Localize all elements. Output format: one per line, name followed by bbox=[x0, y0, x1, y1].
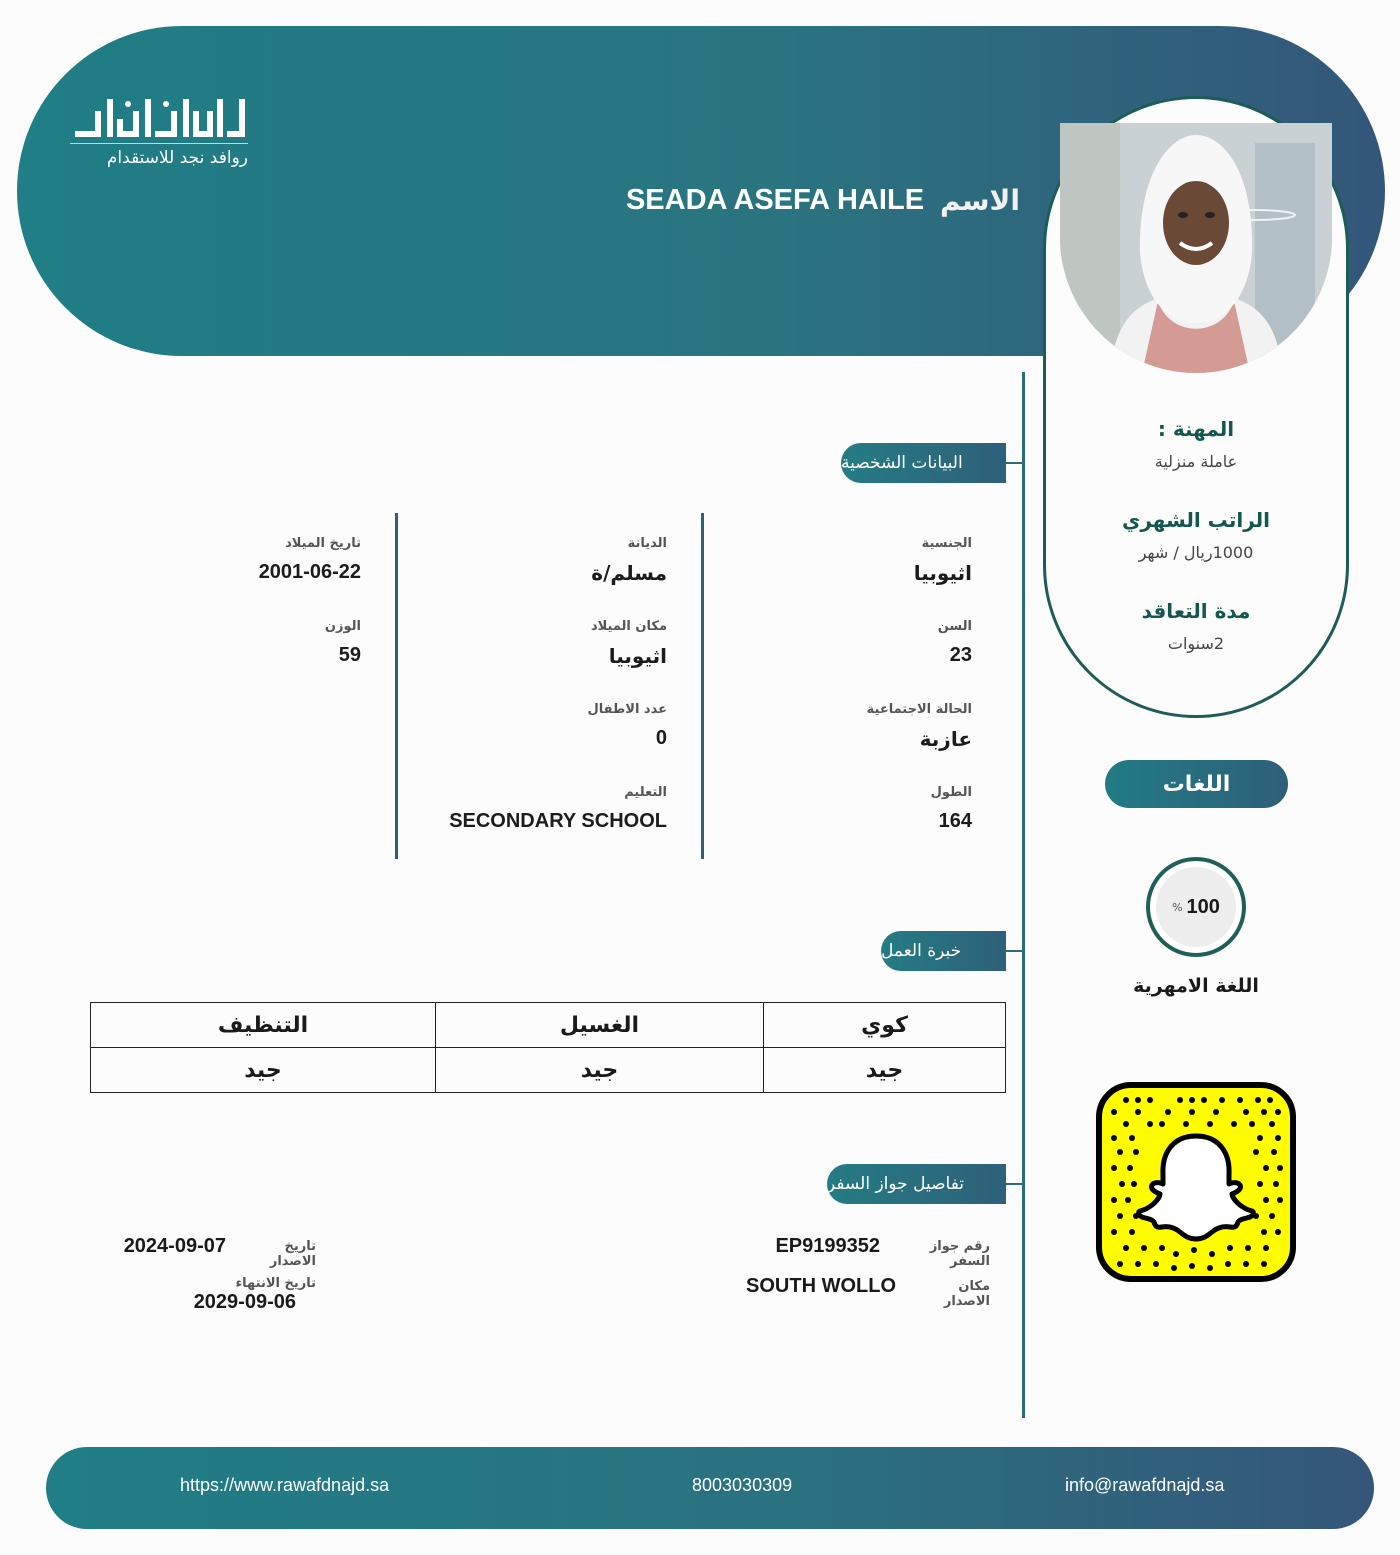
passport-issue-value: 2024-09-07 bbox=[123, 1235, 226, 1257]
language-progress-ring bbox=[1146, 857, 1246, 957]
logo-divider bbox=[70, 143, 248, 144]
passport-place-label: مكان الاصدار bbox=[943, 1279, 990, 1309]
passport-issue-label: تاريخ الاصدار bbox=[269, 1239, 316, 1269]
birthplace-label: مكان الميلاد bbox=[590, 619, 667, 634]
birthdate-label: تاريخ الميلاد bbox=[285, 536, 361, 551]
languages-title: اللغات bbox=[1105, 760, 1288, 808]
footer bbox=[46, 1447, 1374, 1529]
marital-label: الحالة الاجتماعية bbox=[866, 702, 972, 717]
children-value: 0 bbox=[655, 727, 667, 749]
profession-value: عاملة منزلية bbox=[1154, 452, 1238, 471]
passport-number-label: رقم جواز السفر bbox=[929, 1239, 990, 1269]
contract-value: 2سنوات bbox=[1167, 634, 1225, 653]
height-value: 164 bbox=[938, 810, 972, 832]
height-label: الطول bbox=[930, 785, 972, 800]
work-value: جيد bbox=[764, 1048, 1006, 1093]
education-value: SECONDARY SCHOOL bbox=[449, 810, 667, 832]
religion-value: مسلم/ة bbox=[591, 561, 667, 585]
section-passport-tick bbox=[1006, 1183, 1024, 1185]
table-row bbox=[91, 1003, 1006, 1048]
name-label: الاسم bbox=[940, 183, 1020, 217]
passport-expiry-value: 2029-09-06 bbox=[193, 1291, 296, 1313]
age-label: السن bbox=[937, 619, 972, 634]
profession-label: المهنة : bbox=[1157, 417, 1235, 441]
work-header: التنظيف bbox=[91, 1003, 436, 1048]
footer-phone[interactable]: 8003030309 bbox=[692, 1475, 793, 1495]
nationality-value: اثيوبيا bbox=[913, 561, 972, 585]
birthplace-value: اثيوبيا bbox=[608, 644, 667, 668]
name-value: SEADA ASEFA HAILE bbox=[625, 183, 925, 216]
children-label: عدد الاطفال bbox=[587, 702, 667, 717]
age-value: 23 bbox=[949, 644, 972, 666]
passport-place-value: SOUTH WOLLO bbox=[746, 1275, 896, 1297]
name-row bbox=[600, 178, 1020, 222]
passport-expiry-label: تاريخ الانتهاء bbox=[235, 1276, 316, 1291]
nationality-label: الجنسية bbox=[921, 536, 972, 551]
education-label: التعليم bbox=[624, 785, 667, 800]
language-name: اللغة الامهرية bbox=[1133, 975, 1259, 997]
footer-email-link[interactable]: info@rawafdnajd.sa bbox=[1065, 1475, 1225, 1495]
language-percent-unit: % bbox=[1172, 900, 1183, 914]
section-passport: تفاصيل جواز السفر bbox=[827, 1164, 1006, 1204]
snapchat-ghost-icon[interactable] bbox=[1096, 1082, 1296, 1282]
work-experience-table bbox=[90, 1002, 1006, 1093]
timeline-line bbox=[1022, 372, 1025, 1418]
section-work-tick bbox=[1006, 950, 1024, 952]
section-personal-tick bbox=[1006, 462, 1024, 464]
weight-value: 59 bbox=[338, 644, 361, 666]
religion-label: الديانة bbox=[627, 536, 667, 551]
table-row bbox=[91, 1048, 1006, 1093]
salary-label: الراتب الشهري bbox=[1122, 508, 1270, 532]
section-personal: البيانات الشخصية bbox=[841, 443, 1006, 483]
language-percent: 100 bbox=[1186, 895, 1220, 918]
work-header: الغسيل bbox=[436, 1003, 764, 1048]
passport-number-value: EP9199352 bbox=[775, 1235, 880, 1257]
work-value: جيد bbox=[436, 1048, 764, 1093]
language-progress-inner bbox=[1156, 867, 1236, 947]
birthdate-value: 2001-06-22 bbox=[258, 561, 361, 583]
footer-website-link[interactable]: https://www.rawafdnajd.sa bbox=[180, 1475, 390, 1495]
work-value: جيد bbox=[91, 1048, 436, 1093]
work-header: كوي bbox=[764, 1003, 1006, 1048]
logo-text: روافد نجد للاستقدام bbox=[106, 148, 248, 168]
salary-value: 1000ريال / شهر bbox=[1138, 543, 1254, 562]
section-work: خبرة العمل bbox=[881, 931, 1006, 971]
logo-mark-icon bbox=[70, 96, 248, 140]
company-logo bbox=[70, 96, 250, 176]
weight-label: الوزن bbox=[324, 619, 361, 634]
contract-label: مدة التعاقد bbox=[1141, 599, 1251, 623]
marital-value: عازبة bbox=[919, 727, 972, 751]
